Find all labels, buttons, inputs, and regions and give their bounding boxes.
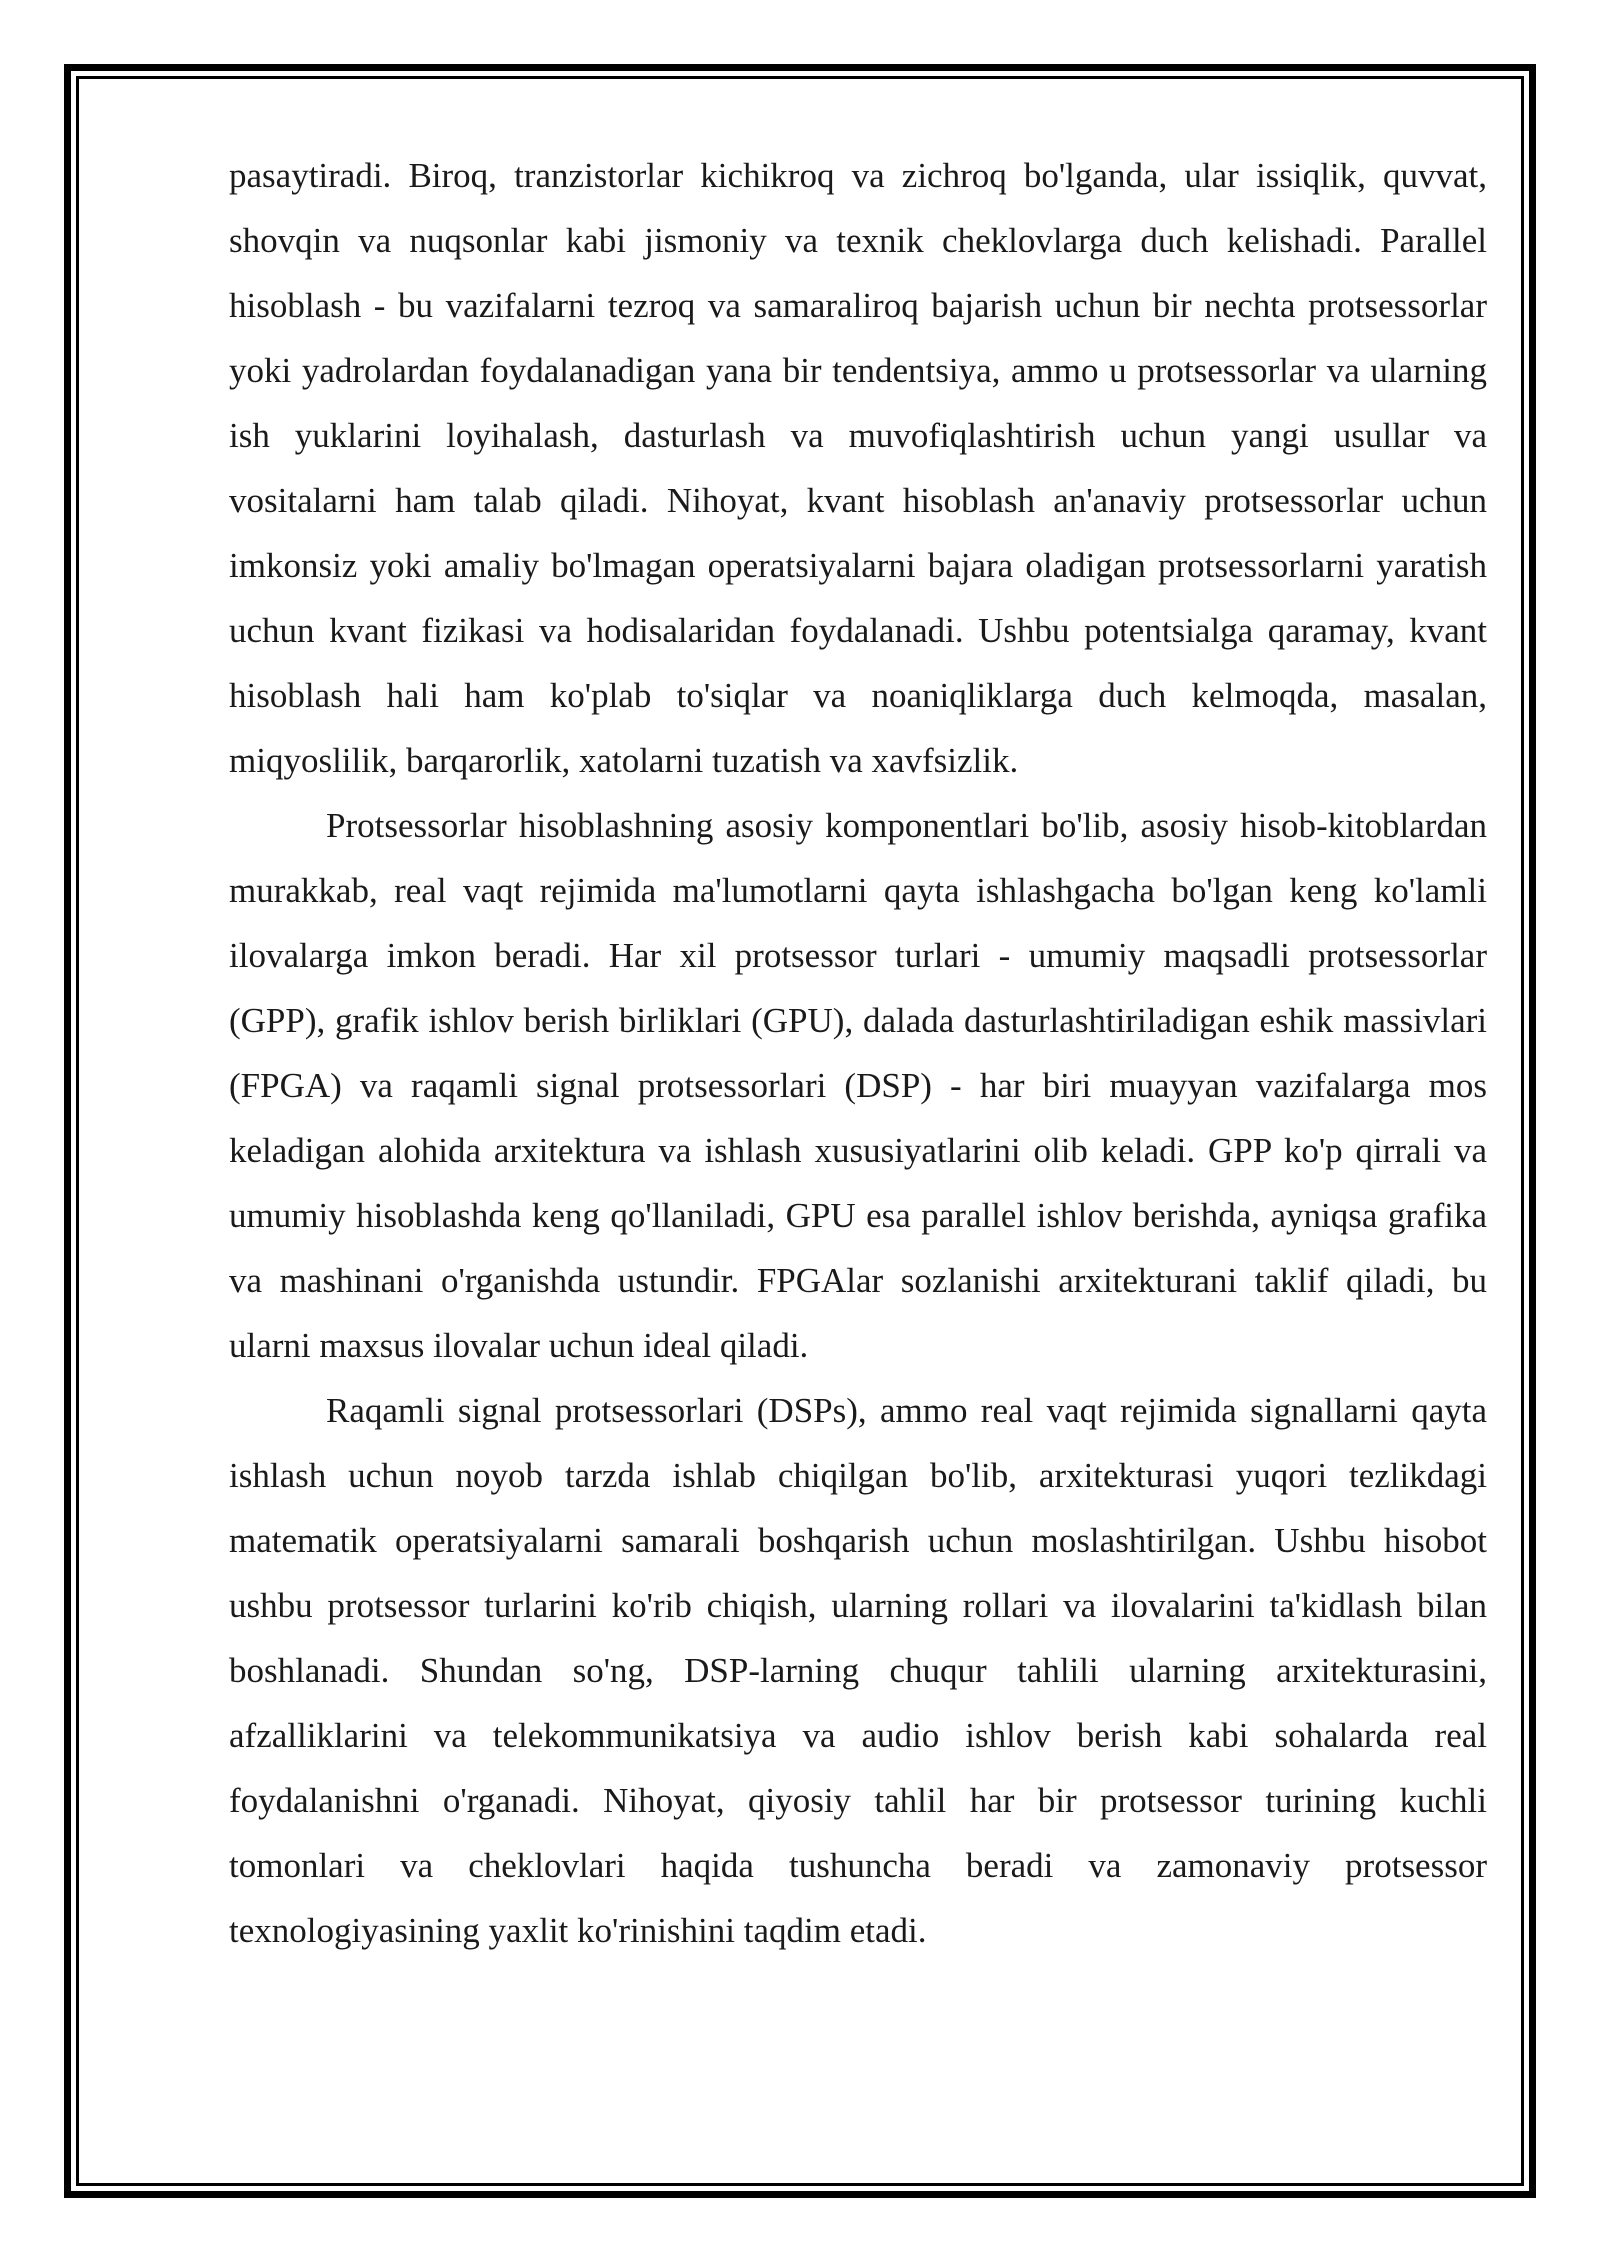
paragraph-1: pasaytiradi. Biroq, tranzistorlar kichikroq va zichroq bo'lganda, ular issiqlik, quvvat, shovqin va nuqsonlar kabi jismoniy va texnik cheklovlarga duch kelishadi. Parallel hisoblash - bu vazifalarni tezroq va samaraliroq bajarish uchun bir nechta protsessorlar yoki yadrolardan foydalanadigan yana bir tendentsiya, ammo u protsessorlar va ularning ish yuklarini loyihalash, dasturlash va muvofiqlashtirish uchun yangi usullar va vositalarni ham talab qiladi. Nihoyat, kvant hisoblash an'anaviy protsessorlar uchun imkonsiz yoki amaliy bo'lmagan operatsiyalarni bajara oladigan protsessorlarni yaratish uchun kvant fizikasi va hodisalaridan foydalanadi. Ushbu potentsialga qaramay, kvant hisoblash hali ham ko'plab to'siqlar va noaniqliklarga duch kelmoqda, masalan, miqyoslilik, barqarorlik, xatolarni tuzatish va xavfsizlik. [229,156,1487,780]
document-body [229,143,1487,1963]
paragraph-3: Raqamli signal protsessorlari (DSPs), ammo real vaqt rejimida signallarni qayta ishlash uchun noyob tarzda ishlab chiqilgan bo'lib, arxitekturasi yuqori tezlikdagi matematik operatsiyalarni samarali boshqarish uchun moslashtirilgan. Ushbu hisobot ushbu protsessor turlarini ko'rib chiqish, ularning rollari va ilovalarini ta'kidlash bilan boshlanadi. Shundan so'ng, DSP-larning chuqur tahlili ularning arxitekturasini, afzalliklarini va telekommunikatsiya va audio ishlov berish kabi sohalarda real foydalanishni o'rganadi. Nihoyat, qiyosiy tahlil har bir protsessor turining kuchli tomonlari va cheklovlari haqida tushuncha beradi va zamonaviy protsessor texnologiyasining yaxlit ko'rinishini taqdim etadi. [229,1391,1487,1950]
paragraph-2: Protsessorlar hisoblashning asosiy komponentlari bo'lib, asosiy hisob-kitoblardan murakkab, real vaqt rejimida ma'lumotlarni qayta ishlashgacha bo'lgan keng ko'lamli ilovalarga imkon beradi. Har xil protsessor turlari - umumiy maqsadli protsessorlar (GPP), grafik ishlov berish birliklari (GPU), dalada dasturlashtiriladigan eshik massivlari (FPGA) va raqamli signal protsessorlari (DSP) - har biri muayyan vazifalarga mos keladigan alohida arxitektura va ishlash xususiyatlarini olib keladi. GPP ko'p qirrali va umumiy hisoblashda keng qo'llaniladi, GPU esa parallel ishlov berishda, ayniqsa grafika va mashinani o'rganishda ustundir. FPGAlar sozlanishi arxitekturani taklif qiladi, bu ularni maxsus ilovalar uchun ideal qiladi. [229,806,1487,1365]
